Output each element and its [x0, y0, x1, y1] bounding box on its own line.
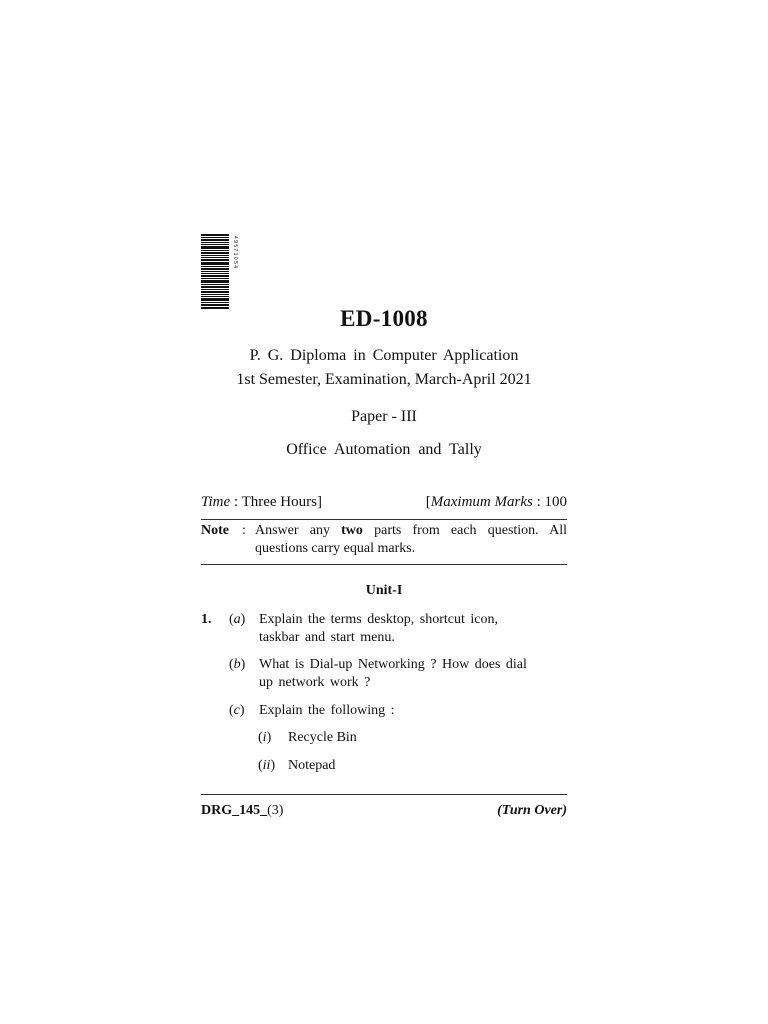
note-colon: : — [242, 523, 246, 538]
marks-label: Maximum Marks — [430, 494, 533, 510]
part-c-text: Explain the following : — [259, 703, 395, 718]
subpart-ii-text: Notepad — [288, 758, 336, 773]
note-text: Answer any two parts from each question. All questions carry equal marks. — [255, 523, 567, 556]
exam-code: ED-1008 — [340, 306, 428, 331]
subject-title: Office Automation and Tally — [286, 441, 482, 458]
program-name: P. G. Diploma in Computer Application — [249, 347, 519, 364]
marks-bracket: [ — [425, 494, 431, 510]
exam-meta — [201, 494, 567, 511]
note — [201, 522, 567, 558]
unit-heading: Unit-I — [365, 583, 403, 598]
time-info — [201, 494, 322, 511]
marks-value: : 100 — [536, 494, 567, 510]
footer-code: DRG_145_(3) — [201, 803, 284, 818]
time-value: : Three Hours] — [233, 494, 322, 510]
exam-session: 1st Semester, Examination, March-April 2021 — [236, 371, 532, 388]
divider-bottom — [201, 564, 567, 565]
time-label: Time — [201, 494, 231, 510]
barcode-digits: 4 9 5 7 1 0 5 4 — [232, 236, 238, 268]
question-number: 1. — [201, 612, 212, 627]
subpart-ii: (ii) Notepad — [258, 758, 336, 773]
question-part-b: (b) What is Dial-up Networking ? How does dial up network work ? — [229, 656, 539, 692]
part-b-text: What is Dial-up Networking ? How does dial up network work ? — [259, 657, 527, 690]
marks-info — [426, 494, 567, 511]
subpart-i: (i) Recycle Bin — [258, 730, 357, 745]
part-a-text: Explain the terms desktop, shortcut icon, taskbar and start menu. — [259, 612, 499, 645]
divider-footer — [201, 794, 567, 795]
note-label: Note — [201, 523, 229, 538]
barcode — [201, 234, 241, 310]
turn-over: (Turn Over) — [497, 803, 567, 818]
footer — [201, 803, 567, 819]
question-part-a: (a) Explain the terms desktop, shortcut icon, taskbar and start menu. — [229, 611, 539, 647]
question-part-c: (c) Explain the following : — [229, 702, 539, 720]
paper-number: Paper - III — [351, 408, 417, 425]
subpart-i-text: Recycle Bin — [288, 730, 357, 745]
divider-top — [201, 519, 567, 520]
